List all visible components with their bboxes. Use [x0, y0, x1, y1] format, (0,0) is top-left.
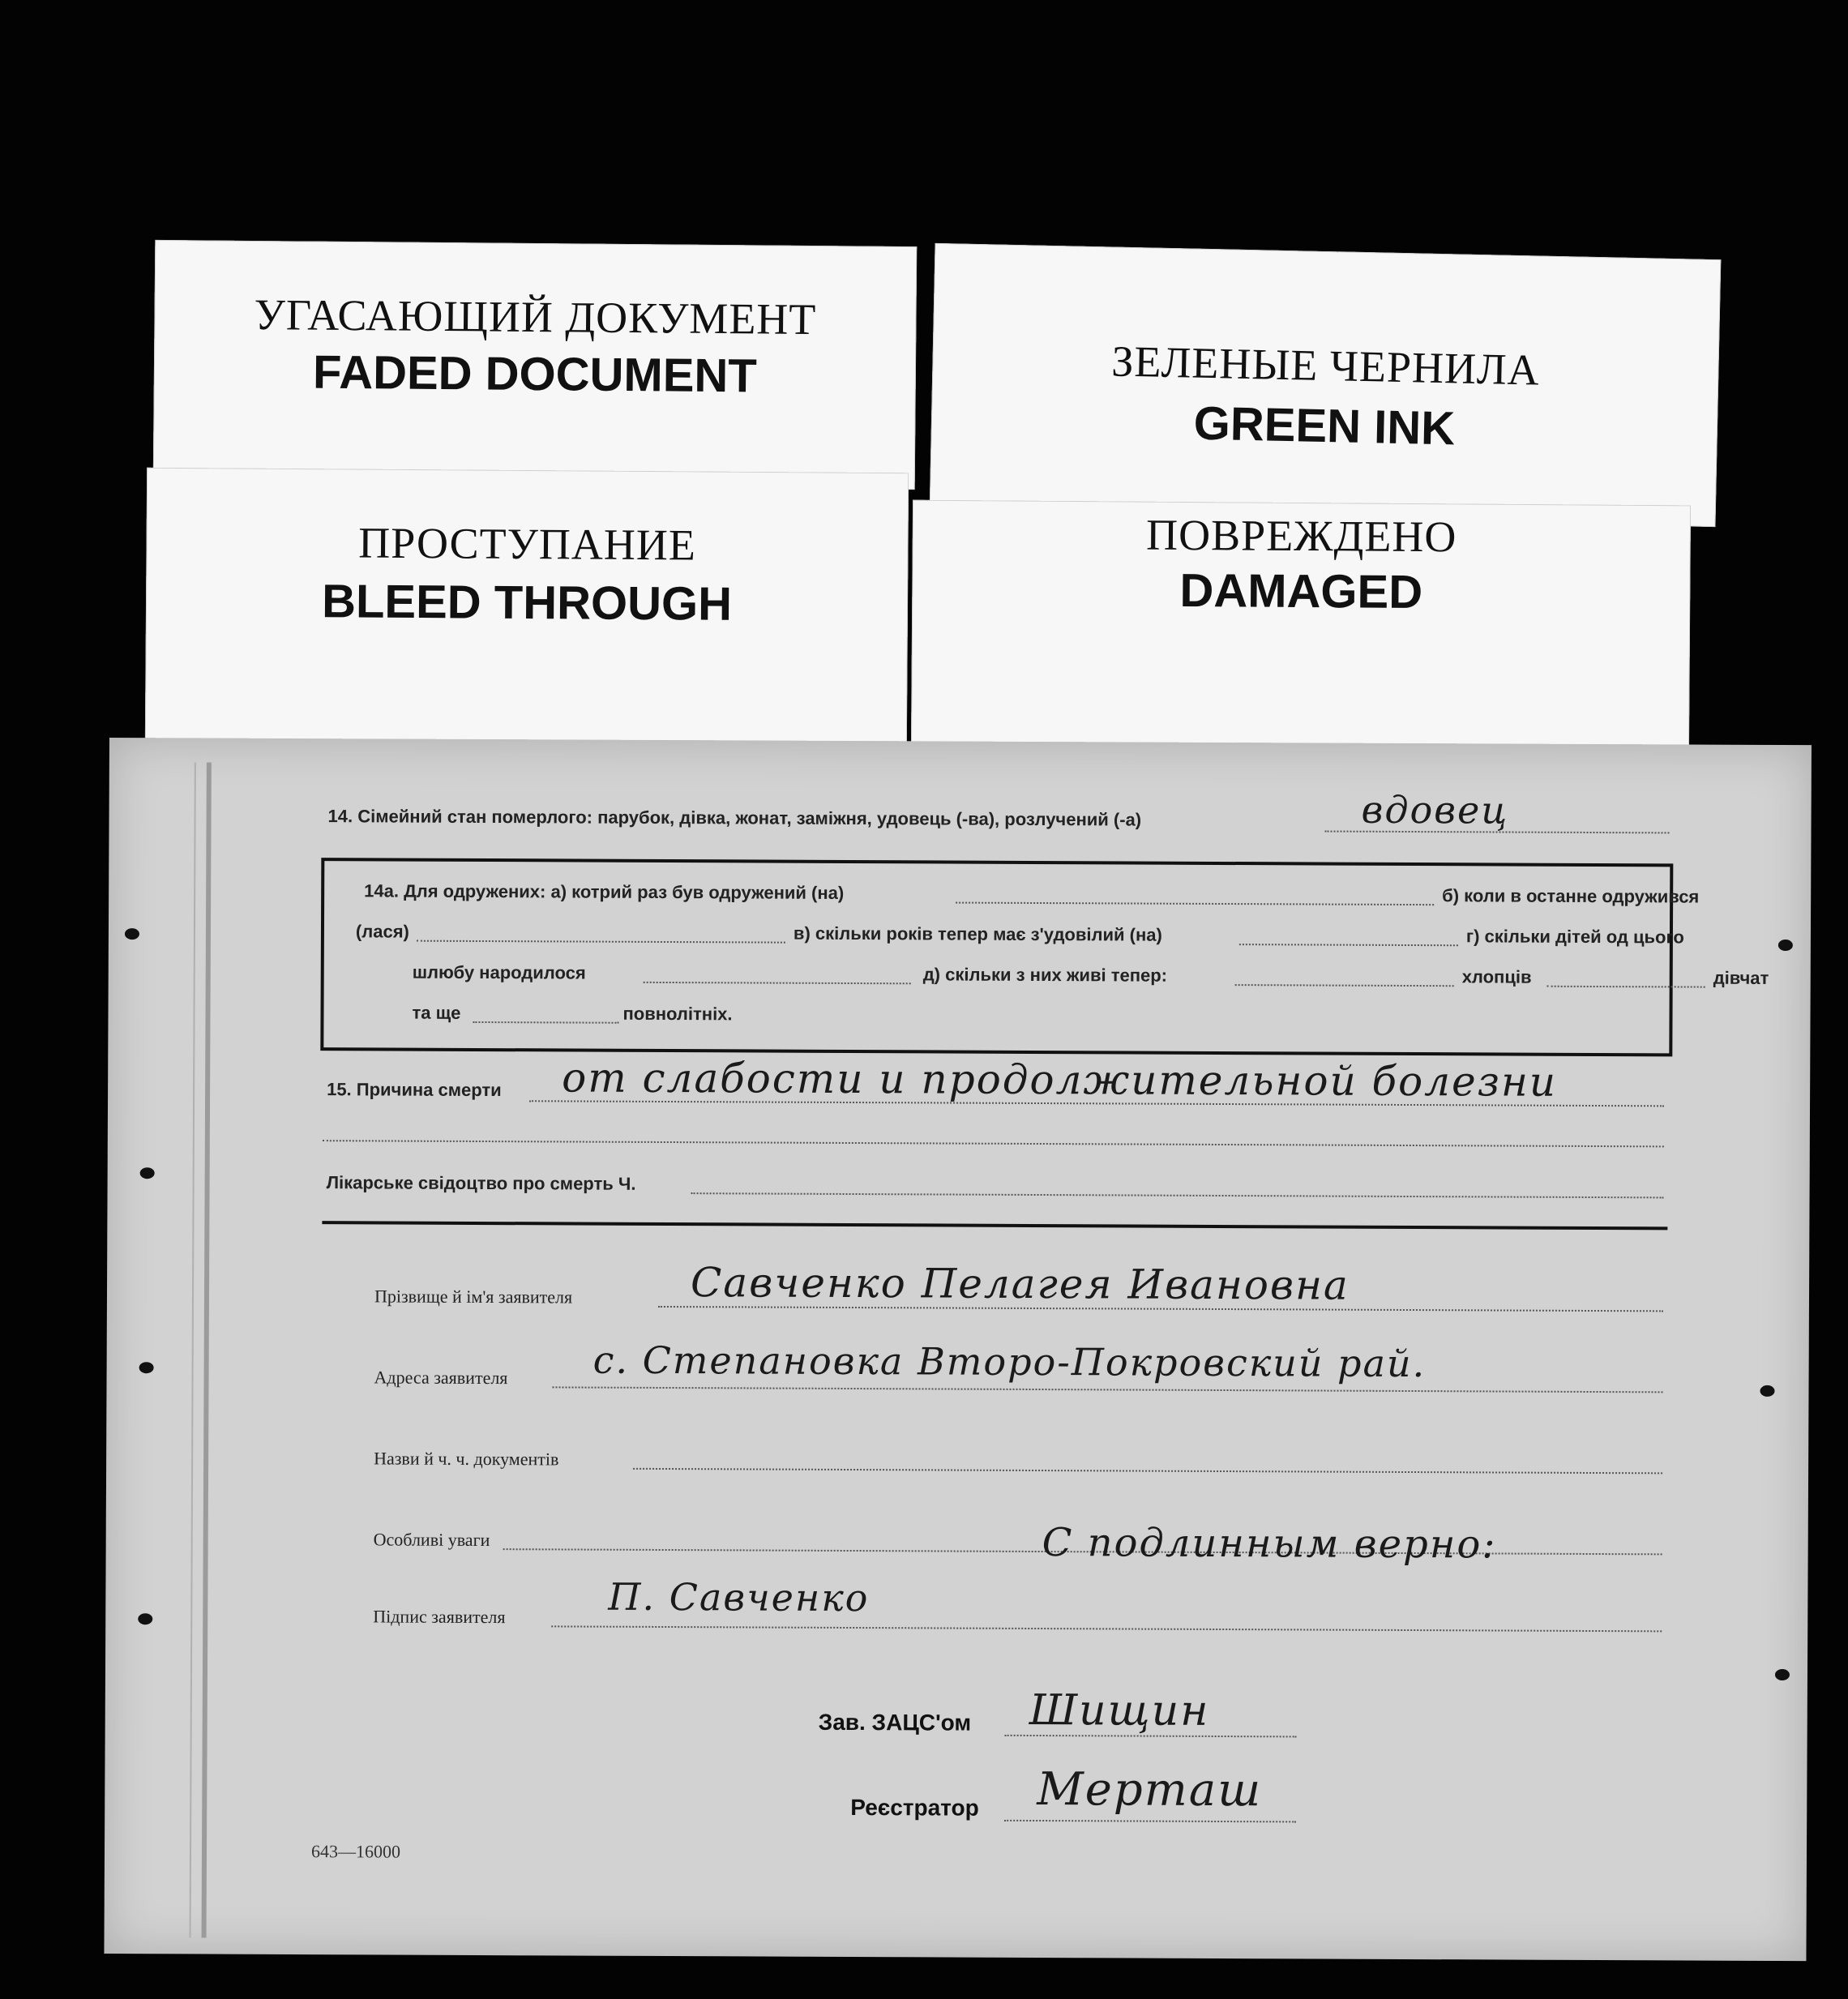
- applicant-signature-handwritten: П. Савченко: [608, 1574, 870, 1620]
- bleed-card-en: BLEED THROUGH: [321, 575, 733, 631]
- faded-card-ru: УГАСАЮЩИЙ ДОКУМЕНТ: [254, 289, 817, 345]
- documents-label: Назви й ч. ч. документів: [374, 1448, 559, 1470]
- sheet-fold-edge: [202, 763, 212, 1938]
- item14a-line2-a: (лася): [355, 921, 409, 942]
- damaged-card: [911, 500, 1691, 757]
- faded-document-card: [153, 240, 918, 490]
- dotted-line: [323, 1140, 1664, 1147]
- bleed-card-ru: ПРОСТУПАНИЕ: [358, 518, 697, 570]
- green-card-ru: ЗЕЛЕНЫЕ ЧЕРНИЛА: [1110, 336, 1541, 395]
- form-number: 643—16000: [310, 1841, 401, 1862]
- sheet-fold-edge-secondary: [190, 762, 196, 1937]
- dotted-line: [1004, 1820, 1296, 1823]
- punch-hole: [1778, 940, 1793, 951]
- notes-label: Особливі уваги: [373, 1529, 490, 1551]
- item14a-line3-d: дівчат: [1713, 967, 1769, 988]
- item15-handwritten-value: от слабости и продолжительной болезни: [562, 1054, 1558, 1106]
- item14a-line4-b: повнолітніх.: [622, 1003, 733, 1025]
- item14-label: 14. Сімейний стан померлого: парубок, дівка, жонат, заміжня, удовець (-ва), розлучений (-а): [327, 806, 1142, 830]
- item14a-line3-a: шлюбу народилося: [412, 961, 586, 983]
- green-ink-card: [930, 243, 1722, 527]
- applicant-address-handwritten: с. Степановка Второ-Покровский рай.: [592, 1338, 1427, 1386]
- punch-hole: [139, 1362, 154, 1373]
- bleed-through-card: [145, 468, 909, 749]
- applicant-name-label: Прізвище й ім'я заявителя: [374, 1286, 573, 1308]
- punch-hole: [1760, 1385, 1774, 1397]
- green-card-en: GREEN INK: [1193, 396, 1456, 456]
- item14a-line4-a: та ще: [412, 1002, 461, 1023]
- item14a-line3-b: д) скільки з них живі тепер:: [922, 964, 1168, 986]
- dotted-line: [553, 1386, 1663, 1393]
- item14a-line3-c: хлопців: [1461, 966, 1532, 987]
- item15-label: 15. Причина смерти: [327, 1079, 502, 1101]
- damaged-card-ru: ПОВРЕЖДЕНО: [1145, 510, 1457, 562]
- applicant-name-handwritten: Савченко Пелагея Ивановна: [690, 1259, 1350, 1309]
- dotted-line: [551, 1625, 1662, 1632]
- registrar-label: Реєстратор: [850, 1795, 979, 1821]
- item14a-line1-a: 14а. Для одружених: а) котрий раз був одружений (на): [364, 880, 845, 903]
- item14-handwritten-value: вдовец: [1361, 787, 1509, 833]
- item14a-line1-b: б) коли в останне одружився: [1442, 885, 1700, 907]
- death-record-sheet: [104, 738, 1812, 1961]
- item14a-line2-c: г) скільки дітей од цього: [1465, 926, 1684, 948]
- certified-true-handwritten: С подлинным верно:: [1042, 1520, 1497, 1568]
- punch-hole: [1775, 1669, 1790, 1680]
- punch-hole: [138, 1613, 152, 1624]
- applicant-signature-label: Підпис заявителя: [373, 1606, 506, 1628]
- damaged-card-en: DAMAGED: [1179, 563, 1423, 619]
- dotted-line: [691, 1192, 1664, 1198]
- item14a-line2-b: в) скільки років тепер має з'удовілий (на): [793, 922, 1162, 945]
- punch-hole: [140, 1167, 155, 1179]
- dotted-line: [633, 1468, 1662, 1475]
- section-divider: [322, 1221, 1667, 1230]
- head-of-registry-signature: Шищин: [1029, 1685, 1210, 1736]
- faded-card-en: FADED DOCUMENT: [312, 345, 758, 403]
- head-of-registry-label: Зав. ЗАЦС'ом: [818, 1709, 972, 1736]
- applicant-address-label: Адреса заявителя: [374, 1367, 508, 1389]
- registrar-signature: Мерташ: [1037, 1763, 1263, 1817]
- punch-hole: [125, 928, 139, 940]
- medical-certificate-label: Лікарське свідоцтво про смерть Ч.: [326, 1172, 636, 1194]
